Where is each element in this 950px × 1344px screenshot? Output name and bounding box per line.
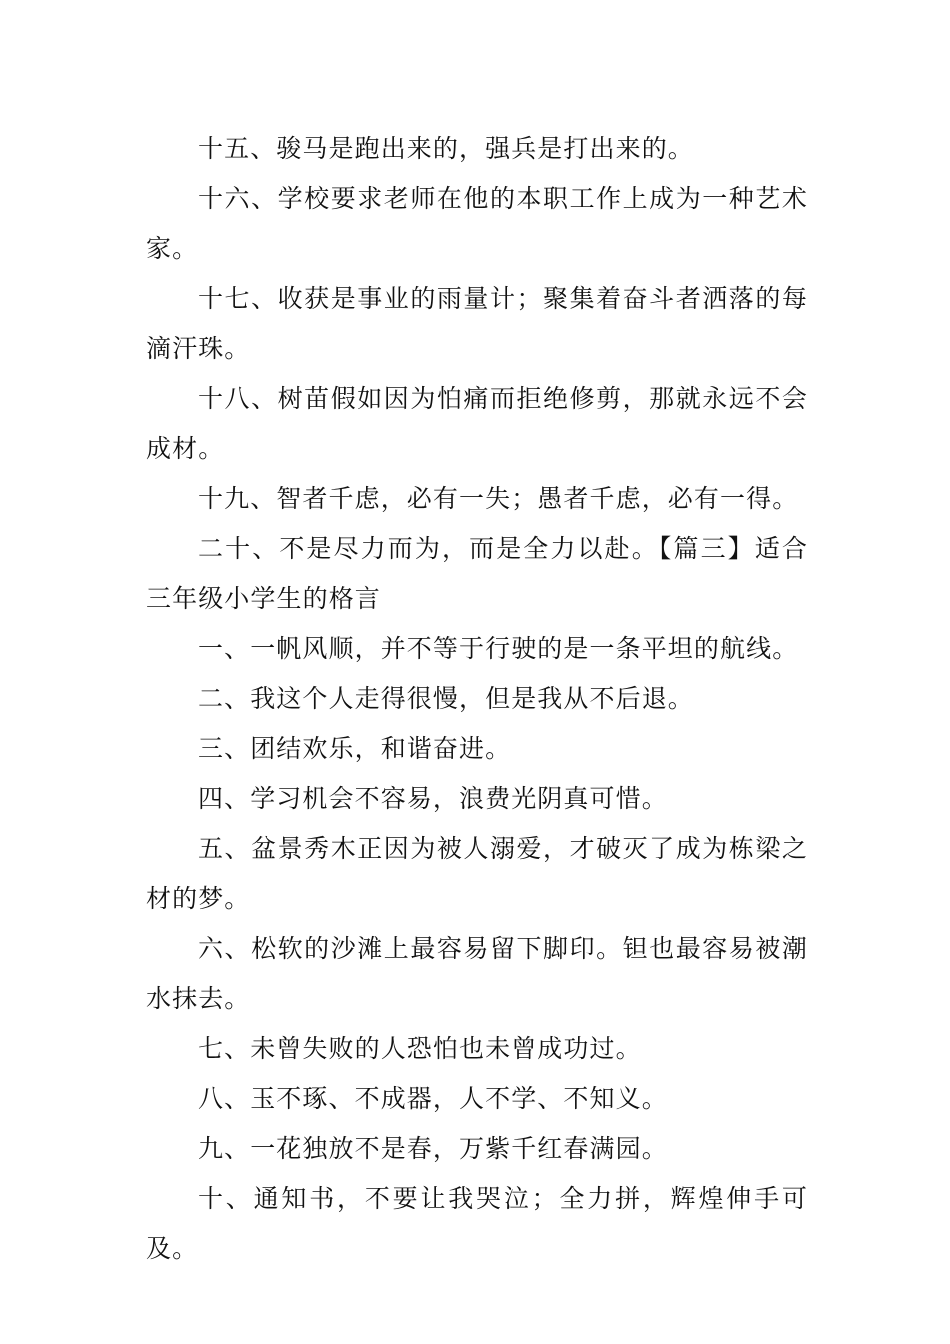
paragraph-17: 十七、收获是事业的雨量计；聚集着奋斗者洒落的每滴汗珠。 <box>146 284 808 363</box>
paragraph-3: 三、团结欢乐，和谐奋进。 <box>198 734 512 763</box>
document-body <box>146 124 808 1274</box>
paragraph-6: 六、松软的沙滩上最容易留下脚印。钽也最容易被潮水抹去。 <box>146 934 808 1013</box>
paragraph-16: 十六、学校要求老师在他的本职工作上成为一种艺术家。 <box>146 184 808 263</box>
paragraph-5: 五、盆景秀木正因为被人溺爱，才破灭了成为栋梁之材的梦。 <box>146 834 808 913</box>
paragraph-4: 四、学习机会不容易，浪费光阴真可惜。 <box>198 784 668 813</box>
paragraph-20: 二十、不是尽力而为，而是全力以赴。【篇三】适合三年级小学生的格言 <box>146 534 808 613</box>
paragraph-7: 七、未曾失败的人恐怕也未曾成功过。 <box>198 1034 642 1063</box>
paragraph-8: 八、玉不琢、不成器，人不学、不知义。 <box>198 1084 668 1113</box>
paragraph-19: 十九、智者千虑，必有一失；愚者千虑，必有一得。 <box>198 484 799 513</box>
paragraph-15: 十五、骏马是跑出来的，强兵是打出来的。 <box>198 134 694 163</box>
paragraph-18: 十八、树苗假如因为怕痛而拒绝修剪，那就永远不会成材。 <box>146 384 808 463</box>
paragraph-2: 二、我这个人走得很慢，但是我从不后退。 <box>198 684 694 713</box>
paragraph-9: 九、一花独放不是春，万紫千红春满园。 <box>198 1134 668 1163</box>
paragraph-10: 十、通知书，不要让我哭泣；全力拼，辉煌伸手可及。 <box>146 1184 808 1263</box>
paragraph-1: 一、一帆风顺，并不等于行驶的是一条平坦的航线。 <box>198 634 799 663</box>
